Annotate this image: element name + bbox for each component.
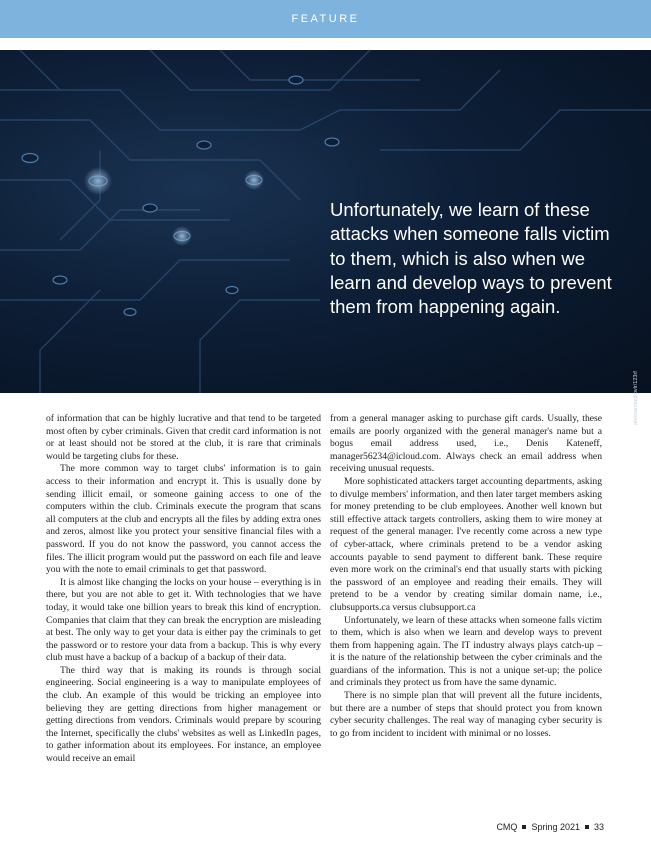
pull-quote: Unfortunately, we learn of these attacks when someone falls victim to them, which is also when we learn and develop ways to prevent them from happening again. xyxy=(330,199,612,318)
page-footer xyxy=(478,822,604,832)
paragraph: It is almost like changing the locks on your house – everything is in there, but you are not able to get it. With technologies that we have today, it would take one billion years to break this kind of encryption. Companies that claim that they can break the encryption are misleading at best. The only way to get your data is either pay the criminals to get the password or to restore your data from a backup. This is why every club must have a backup of a backup of a backup of their data. xyxy=(46,576,321,664)
separator-dot xyxy=(585,825,589,829)
paragraph: There is no simple plan that will prevent all the future incidents, but there are a number of steps that should protect you from known cyber security challenges. The real way of managing cyber security is to go from incident to incident with minimal or no losses. xyxy=(330,690,602,739)
separator-dot xyxy=(522,825,526,829)
section-label: FEATURE xyxy=(291,13,360,25)
article-right-column xyxy=(330,413,602,740)
photo-credit: aleksandarjkovlr/123rf xyxy=(633,371,639,425)
paragraph: More sophisticated attackers target accounting departments, asking to divulge members' information, and then later target members asking for money pretending to be club employees. Another well known but still effective attack targets controllers, asking them to wire money at request of the general manager. I've recently come across a new type of cyber-attack, where criminals pretend to be a vendor asking accounts payable to send payment to different bank. These require even more work on the criminal's end that usually starts with picking the password of an employee and reading their emails. They will pretend to be a vendor by creating similar domain name, i.e., clubsupports.ca versus clubsupport.ca xyxy=(330,475,602,613)
paragraph: from a general manager asking to purchase gift cards. Usually, these emails are poorly organized with the general manager's name but a bogus email address used, i.e., Denis Kateneff, manager56234@icloud.com. Always check an email address when receiving unusual requests. xyxy=(330,413,602,475)
hero-image xyxy=(0,50,651,425)
paragraph: The third way that is making its rounds is through social engineering. Social engineering is a way to manipulate employees of the club. An example of this would be tricking an employee into believing they are getting directions from higher management or getting directions from vendors. Criminals would prepare by scouring the Internet, specifically the clubs' websites as well as LinkedIn pages, to gather information about its employees. For instance, an employee would receive an email xyxy=(46,664,321,765)
paragraph: Unfortunately, we learn of these attacks when someone falls victim to them, which is also when we learn and develop ways to prevent them from happening again. The IT industry always plays catch-up – it is the nature of the relationship between the cyber criminals and the guardians of the information. This is not a unique set-up; the police and criminals they protect us from have the same dynamic. xyxy=(330,614,602,689)
paragraph: of information that can be highly lucrative and that tend to be targeted most often by cyber criminals. Given that credit card information is not or at least should not be stored at the club, it is rare that criminals would be targeting clubs for these. xyxy=(46,413,321,462)
page-number: 33 xyxy=(593,822,604,832)
article-left-column xyxy=(46,413,321,766)
section-header-bar xyxy=(0,0,651,38)
issue-label: Spring 2021 xyxy=(531,822,580,832)
paragraph: The more common way to target clubs' information is to gain access to their information and encrypt it. This is usually done by sending illicit email, or someone gaining access to one of the computers within the club. Criminals execute the program that scans all computers at the club and encrypts all the files by adding extra ones and zeros, almost like you protect your sensitive financial files with a password. If you do not know the password, you cannot access the files. The illicit program would put the password on each file and leave you with the note to email criminals to get that password. xyxy=(46,463,321,576)
publication-name: CMQ xyxy=(496,822,518,832)
